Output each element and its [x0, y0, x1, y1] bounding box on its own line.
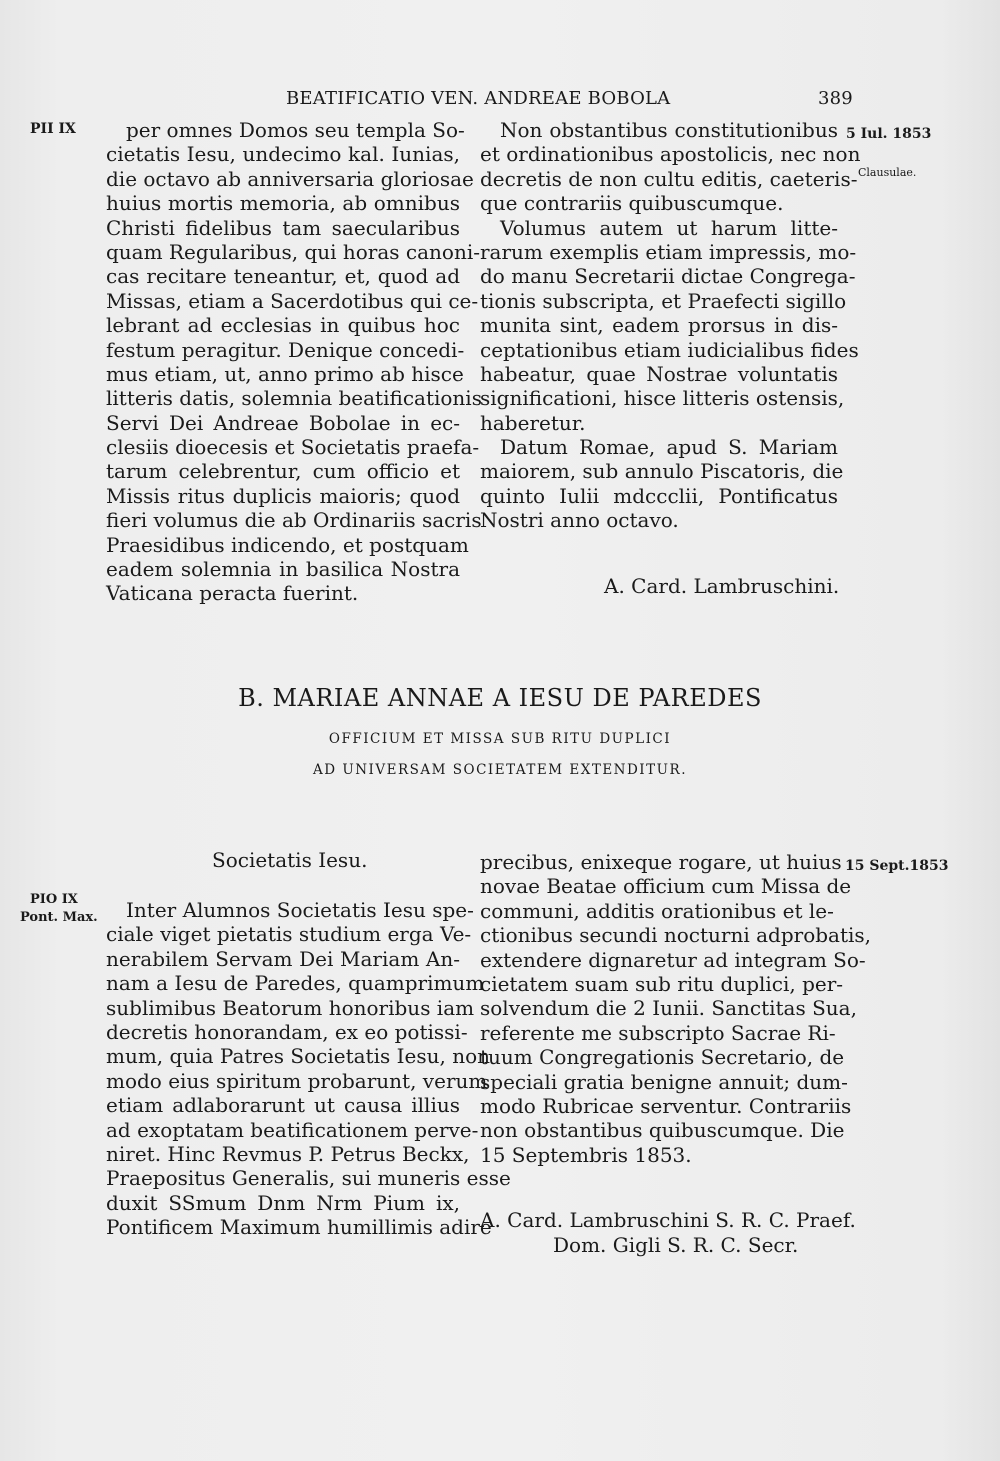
text-line: munita sint, eadem prorsus in dis-: [480, 313, 838, 338]
text-line: huius mortis memoria, ab omnibus: [106, 191, 460, 216]
text-line: ad exoptatam beatificationem perve-: [106, 1117, 479, 1142]
text-line: Missis ritus duplicis maioris; quod: [106, 483, 460, 508]
text-line: modo eius spiritum probarunt, verum: [106, 1068, 488, 1093]
text-line: cietatis Iesu, undecimo kal. Iunias,: [106, 142, 460, 167]
section2-right-column: [480, 850, 872, 1167]
text-line: novae Beatae officium cum Missa de: [480, 874, 852, 899]
text-line: Praesidibus indicendo, et postquam: [106, 532, 469, 557]
text-line: Volumus autem ut harum litte-: [500, 215, 838, 240]
margin-note-date-2: 15 Sept.1853: [845, 858, 949, 874]
text-line: que contrariis quibuscumque.: [480, 191, 784, 216]
text-line: ctionibus secundi nocturni adprobatis,: [480, 923, 872, 948]
text-line: lebrant ad ecclesias in quibus hoc: [106, 313, 460, 338]
text-line: rarum exemplis etiam impressis, mo-: [480, 239, 857, 264]
text-line: duxit SSmum Dnm Nrm Pium ix,: [106, 1190, 460, 1215]
text-line: habeatur, quae Nostrae voluntatis: [480, 361, 838, 386]
text-line: haberetur.: [480, 410, 586, 435]
text-line: do manu Secretarii dictae Congrega-: [480, 264, 856, 289]
text-line: Inter Alumnos Societatis Iesu spe-: [126, 898, 474, 922]
text-line: Servi Dei Andreae Bobolae in ec-: [106, 410, 460, 435]
section2-signature-1: A. Card. Lambruschini S. R. C. Praef.: [480, 1208, 856, 1232]
text-line: mus etiam, ut, anno primo ab hisce: [106, 361, 464, 386]
margin-note-pope: PII IX: [30, 121, 76, 137]
text-line: Datum Romae, apud S. Mariam: [500, 435, 838, 460]
text-line: maiorem, sub annulo Piscatoris, die: [480, 459, 844, 484]
margin-note-date: 5 Iul. 1853: [846, 126, 932, 142]
text-line: ceptationibus etiam iudicialibus fides: [480, 337, 859, 362]
text-line: clesiis dioecesis et Societatis praefa-: [106, 435, 480, 460]
section2-left-column: [106, 898, 511, 1240]
text-line: nerabilem Servam Dei Mariam An-: [106, 946, 460, 971]
text-line: 15 Septembris 1853.: [480, 1142, 692, 1167]
text-line: sublimibus Beatorum honoribus iam: [106, 995, 475, 1020]
margin-note-pope-2: PIO IX: [30, 892, 78, 907]
text-line: Nostri anno octavo.: [480, 508, 679, 533]
text-line: Praepositus Generalis, sui muneris esse: [106, 1166, 511, 1191]
text-line: fieri volumus die ab Ordinariis sacris: [106, 508, 482, 533]
text-line: Non obstantibus constitutionibus: [500, 118, 838, 142]
text-line: niret. Hinc Revmus P. Petrus Beckx,: [106, 1141, 470, 1166]
text-line: decretis de non cultu editis, caeteris-: [480, 166, 858, 191]
section2-subtitle-2: AD UNIVERSAM SOCIETATEM EXTENDITUR.: [313, 762, 687, 778]
text-line: et ordinationibus apostolicis, nec non: [480, 142, 861, 167]
section2-addressee: Societatis Iesu.: [212, 848, 368, 872]
text-line: speciali gratia benigne annuit; dum-: [480, 1069, 848, 1094]
text-line: Vaticana peracta fuerint.: [106, 581, 359, 606]
text-line: non obstantibus quibuscumque. Die: [480, 1118, 845, 1143]
text-line: quinto Iulii mdccclii, Pontificatus: [480, 483, 838, 508]
text-line: significationi, hisce litteris ostensis,: [480, 386, 845, 411]
text-line: quam Regularibus, qui horas canoni-: [106, 239, 480, 264]
text-line: mum, quia Patres Societatis Iesu, non: [106, 1044, 491, 1069]
section2-subtitle-1: OFFICIUM ET MISSA SUB RITU DUPLICI: [328, 731, 672, 747]
section1-right-column: [480, 118, 861, 533]
text-line: communi, additis orationibus et le-: [480, 898, 834, 923]
text-line: tionis subscripta, et Praefecti sigillo: [480, 288, 847, 313]
text-line: tuum Congregationis Secretario, de: [480, 1045, 845, 1070]
text-line: nam a Iesu de Paredes, quamprimum: [106, 971, 485, 996]
text-line: festum peragitur. Denique concedi-: [106, 337, 465, 362]
page-number: 389: [818, 88, 853, 109]
text-line: extendere dignaretur ad integram So-: [480, 947, 866, 972]
text-line: etiam adlaborarunt ut causa illius: [106, 1093, 460, 1118]
section1-signature: A. Card. Lambruschini.: [604, 574, 840, 598]
section2-title: B. MARIAE ANNAE A IESU DE PAREDES: [238, 684, 762, 712]
text-line: precibus, enixeque rogare, ut huius: [480, 850, 842, 874]
text-line: Christi fidelibus tam saecularibus: [106, 215, 460, 240]
text-line: cietatem suam sub ritu duplici, per-: [480, 971, 844, 996]
section1-left-column: [106, 118, 482, 606]
text-line: decretis honorandam, ex eo potissi-: [106, 1019, 468, 1044]
text-line: eadem solemnia in basilica Nostra: [106, 557, 460, 582]
text-line: Pontificem Maximum humillimis adire: [106, 1215, 492, 1240]
text-line: cas recitare teneantur, et, quod ad: [106, 264, 460, 289]
text-line: per omnes Domos seu templa So-: [126, 118, 465, 142]
running-title: BEATIFICATIO VEN. ANDREAE BOBOLA: [286, 88, 671, 109]
text-line: solvendum die 2 Iunii. Sanctitas Sua,: [480, 996, 857, 1021]
margin-note-clausulae: Clausulae.: [858, 166, 917, 179]
margin-note-pont-max: Pont. Max.: [20, 910, 98, 925]
text-line: Missas, etiam a Sacerdotibus qui ce-: [106, 288, 479, 313]
text-line: die octavo ab anniversaria gloriosae: [106, 166, 474, 191]
section2-signature-2: Dom. Gigli S. R. C. Secr.: [553, 1233, 799, 1257]
text-line: ciale viget pietatis studium erga Ve-: [106, 922, 472, 947]
text-line: modo Rubricae serventur. Contrariis: [480, 1093, 852, 1118]
text-line: litteris datis, solemnia beatificationis: [106, 386, 482, 411]
text-line: tarum celebrentur, cum officio et: [106, 459, 460, 484]
text-line: referente me subscripto Sacrae Ri-: [480, 1020, 836, 1045]
